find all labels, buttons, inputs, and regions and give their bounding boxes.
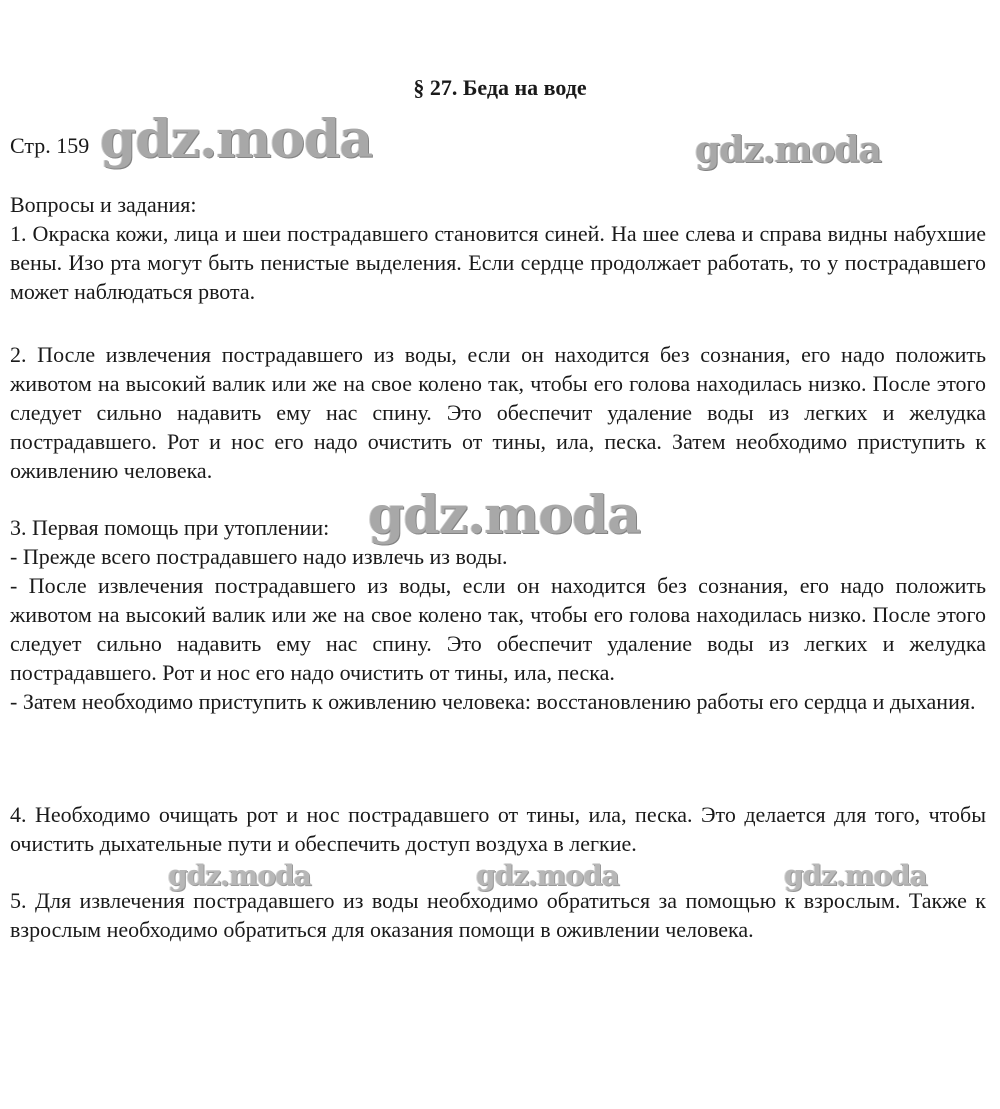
answer-4-block bbox=[10, 800, 986, 858]
page-reference: Стр. 159 bbox=[10, 133, 90, 158]
questions-heading-block bbox=[10, 190, 986, 306]
answer-5: 5. Для извлечения пострадавшего из воды необходимо обратиться за помощью к взрослым. Также к взрослым необходимо обратиться для оказания помощи в оживлении человека. bbox=[10, 888, 986, 942]
answer-3-heading: 3. Первая помощь при утоплении: bbox=[10, 515, 330, 540]
answer-2: 2. После извлечения пострадавшего из воды, если он находится без сознания, его надо положить животом на высокий валик или же на свое колено так, чтобы его голова находилась низко. После этого следует сильно надавить ему нас спину. Это обеспечит удаление воды из легких и желудка пострадавшего. Рот и нос его надо очистить от тины, ила, песка. Затем необходимо приступить к оживлению человека. bbox=[10, 342, 986, 483]
questions-heading: Вопросы и задания: bbox=[10, 192, 197, 217]
answer-3-step-1: - Прежде всего пострадавшего надо извлечь из воды. bbox=[10, 544, 508, 569]
watermark: gdz.moda bbox=[100, 109, 373, 170]
watermark: gdz.moda bbox=[476, 859, 619, 892]
answer-3-step-2: - После извлечения пострадавшего из воды, если он находится без сознания, его надо положить животом на высокий валик или же на свое колено так, чтобы его голова находилась низко. После этого следует сильно надавить ему нас спину. Это обеспечит удаление воды из легких и желудка пострадавшего. Рот и нос его надо очистить от тины, ила, песка. bbox=[10, 573, 986, 685]
watermark: gdz.moda bbox=[784, 859, 927, 892]
watermark: gdz.moda bbox=[368, 485, 641, 546]
answer-1: 1. Окраска кожи, лица и шеи пострадавшего становится синей. На шее слева и справа видны набухшие вены. Изо рта могут быть пенистые выделения. Если сердце продолжает работать, то у пострадавшего может наблюдаться рвота. bbox=[10, 221, 986, 304]
watermark: gdz.moda bbox=[695, 129, 881, 171]
section-title: § 27. Беда на воде bbox=[413, 75, 587, 100]
answer-2-block bbox=[10, 340, 986, 485]
answer-3-step-3: - Затем необходимо приступить к оживлению человека: восстановлению работы его сердца и дыхания. bbox=[10, 689, 976, 714]
watermark: gdz.moda bbox=[168, 859, 311, 892]
answer-5-block bbox=[10, 886, 986, 944]
answer-4: 4. Необходимо очищать рот и нос пострадавшего от тины, ила, песка. Это делается для того, чтобы очистить дыхательные пути и обеспечить доступ воздуха в легкие. bbox=[10, 802, 986, 856]
